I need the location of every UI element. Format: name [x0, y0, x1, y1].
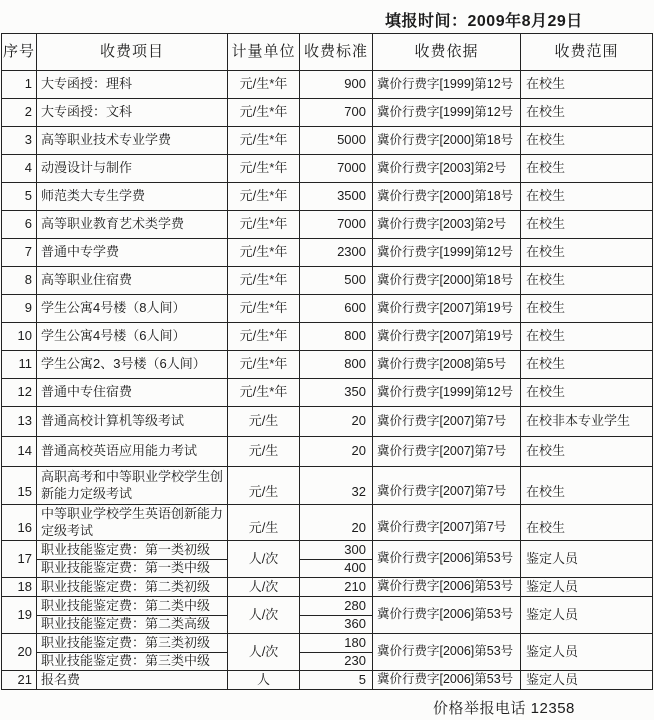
- table-row: [2, 239, 653, 267]
- fee-amount: 210: [300, 578, 373, 597]
- table-row: [2, 183, 653, 211]
- fee-item: 职业技能鉴定费：第一类初级: [37, 541, 227, 560]
- fee-item: 职业技能鉴定费：第一类中级: [41, 560, 211, 576]
- fee-table: [1, 33, 653, 690]
- fee-amount: 230: [344, 653, 366, 669]
- fee-item: 职业技能鉴定费：第三类初级: [37, 634, 227, 653]
- fee-amount: 800: [300, 351, 373, 379]
- fee-amount: 700: [300, 99, 373, 127]
- fee-unit: 元/生*年: [228, 211, 300, 239]
- fee-scope: 在校生: [521, 239, 653, 267]
- header-fee-scope: 收费范围: [521, 34, 653, 71]
- fee-item: 大专函授：文科: [37, 99, 228, 127]
- fee-basis: 冀价行费字[1999]第12号: [373, 239, 521, 267]
- fee-scope: 在校生: [521, 379, 653, 407]
- fee-scope: 鉴定人员: [521, 634, 653, 671]
- fee-scope: 在校生: [521, 437, 653, 467]
- fee-amount-group: [300, 634, 373, 671]
- table-row: [2, 437, 653, 467]
- fee-basis: 冀价行费字[2000]第18号: [373, 183, 521, 211]
- fee-basis: 冀价行费字[2007]第7号: [373, 437, 521, 467]
- fee-scope: 在校生: [521, 295, 653, 323]
- table-row: [2, 597, 653, 634]
- row-serial-no: 6: [2, 211, 37, 239]
- row-serial-no: 15: [2, 467, 37, 505]
- fee-scope: 在校生: [521, 155, 653, 183]
- fee-unit: 元/生: [228, 467, 300, 505]
- fee-basis: 冀价行费字[2007]第7号: [373, 407, 521, 437]
- fee-scope: 在校生: [521, 351, 653, 379]
- header-fee-basis: 收费依据: [373, 34, 521, 71]
- table-row: [2, 127, 653, 155]
- fee-amount: 500: [300, 267, 373, 295]
- table-header-row: [2, 34, 653, 71]
- fee-unit: 元/生*年: [228, 127, 300, 155]
- fee-unit: 元/生*年: [228, 239, 300, 267]
- fee-amount: 350: [300, 379, 373, 407]
- fee-item: 高等职业住宿费: [37, 267, 228, 295]
- fee-unit: 元/生: [228, 505, 300, 541]
- row-serial-no: 19: [2, 597, 37, 634]
- fee-unit: 元/生*年: [228, 155, 300, 183]
- table-row: [2, 541, 653, 578]
- row-serial-no: 7: [2, 239, 37, 267]
- table-row: [2, 155, 653, 183]
- table-row: [2, 407, 653, 437]
- row-serial-no: 9: [2, 295, 37, 323]
- fee-amount: 600: [300, 295, 373, 323]
- fee-item: 学生公寓2、3号楼（6人间）: [37, 351, 228, 379]
- fee-basis: 冀价行费字[2006]第53号: [373, 578, 521, 597]
- row-serial-no: 18: [2, 578, 37, 597]
- price-hotline-footer: 价格举报电话 12358: [433, 700, 575, 717]
- fee-amount: 32: [300, 467, 373, 505]
- header-unit: 计量单位: [228, 34, 300, 71]
- fee-amount-group: [300, 541, 373, 578]
- fee-basis: 冀价行费字[2007]第19号: [373, 295, 521, 323]
- fee-basis: 冀价行费字[2003]第2号: [373, 155, 521, 183]
- fee-scope: 在校生: [521, 211, 653, 239]
- row-serial-no: 21: [2, 671, 37, 690]
- header-fee-item: 收费项目: [37, 34, 228, 71]
- fee-item: 普通中专学费: [37, 239, 228, 267]
- fee-item: 学生公寓4号楼（8人间）: [37, 295, 228, 323]
- fee-item: 报名费: [37, 671, 228, 690]
- row-serial-no: 14: [2, 437, 37, 467]
- fee-amount: 7000: [300, 211, 373, 239]
- fee-scope: 在校非本专业学生: [521, 407, 653, 437]
- row-serial-no: 8: [2, 267, 37, 295]
- fee-item-group: [37, 597, 228, 634]
- table-row: [2, 71, 653, 99]
- fee-item: 学生公寓4号楼（6人间）: [37, 323, 228, 351]
- fee-basis: 冀价行费字[2007]第7号: [373, 467, 521, 505]
- fee-amount: 360: [344, 616, 366, 632]
- fee-basis: 冀价行费字[2007]第7号: [373, 505, 521, 541]
- fee-unit: 元/生: [228, 437, 300, 467]
- row-serial-no: 2: [2, 99, 37, 127]
- row-serial-no: 3: [2, 127, 37, 155]
- fee-basis: 冀价行费字[2006]第53号: [373, 634, 521, 671]
- fee-item: 职业技能鉴定费：第三类中级: [41, 653, 211, 669]
- table-row: [2, 634, 653, 671]
- table-row: [2, 379, 653, 407]
- fee-amount: 20: [300, 407, 373, 437]
- fee-unit: 人/次: [228, 578, 300, 597]
- row-serial-no: 12: [2, 379, 37, 407]
- fee-amount: 20: [300, 437, 373, 467]
- fee-basis: 冀价行费字[2000]第18号: [373, 267, 521, 295]
- table-row: [2, 505, 653, 541]
- row-serial-no: 20: [2, 634, 37, 671]
- report-date-title: 填报时间：2009年8月29日: [385, 13, 583, 30]
- fee-basis: 冀价行费字[2000]第18号: [373, 127, 521, 155]
- fee-unit: 元/生*年: [228, 183, 300, 211]
- header-fee-standard: 收费标准: [300, 34, 373, 71]
- fee-item: 职业技能鉴定费：第二类高级: [41, 616, 211, 632]
- fee-unit: 人/次: [228, 541, 300, 578]
- fee-unit: 人/次: [228, 634, 300, 671]
- fee-basis: 冀价行费字[2008]第5号: [373, 351, 521, 379]
- fee-basis: 冀价行费字[2006]第53号: [373, 541, 521, 578]
- fee-item: 中等职业学校学生英语创新能力定级考试: [37, 505, 228, 541]
- fee-scope: 在校生: [521, 323, 653, 351]
- row-serial-no: 13: [2, 407, 37, 437]
- fee-scope: 鉴定人员: [521, 671, 653, 690]
- fee-item: 动漫设计与制作: [37, 155, 228, 183]
- fee-unit: 人: [228, 671, 300, 690]
- fee-basis: 冀价行费字[1999]第12号: [373, 379, 521, 407]
- fee-scope: 在校生: [521, 267, 653, 295]
- fee-amount: 800: [300, 323, 373, 351]
- fee-amount: 900: [300, 71, 373, 99]
- table-row: [2, 467, 653, 505]
- table-body: [2, 71, 653, 690]
- fee-unit: 元/生: [228, 407, 300, 437]
- fee-basis: 冀价行费字[1999]第12号: [373, 99, 521, 127]
- fee-scope: 鉴定人员: [521, 578, 653, 597]
- fee-basis: 冀价行费字[2007]第19号: [373, 323, 521, 351]
- fee-scope: 在校生: [521, 467, 653, 505]
- row-serial-no: 16: [2, 505, 37, 541]
- fee-unit: 元/生*年: [228, 379, 300, 407]
- fee-item: 大专函授：理科: [37, 71, 228, 99]
- fee-scope: 鉴定人员: [521, 541, 653, 578]
- fee-amount: 5: [300, 671, 373, 690]
- fee-unit: 元/生*年: [228, 267, 300, 295]
- fee-amount: 300: [300, 541, 372, 560]
- fee-item: 师范类大专生学费: [37, 183, 228, 211]
- fee-item: 高等职业技术专业学费: [37, 127, 228, 155]
- fee-scope: 在校生: [521, 99, 653, 127]
- fee-amount: 400: [344, 560, 366, 576]
- fee-scope: 在校生: [521, 505, 653, 541]
- fee-amount: 2300: [300, 239, 373, 267]
- fee-item-group: [37, 634, 228, 671]
- fee-basis: 冀价行费字[1999]第12号: [373, 71, 521, 99]
- fee-unit: 元/生*年: [228, 71, 300, 99]
- table-row: [2, 211, 653, 239]
- row-serial-no: 17: [2, 541, 37, 578]
- table-row: [2, 671, 653, 690]
- fee-amount: 3500: [300, 183, 373, 211]
- fee-item: 高职高考和中等职业学校学生创新能力定级考试: [37, 467, 228, 505]
- fee-unit: 元/生*年: [228, 295, 300, 323]
- row-serial-no: 11: [2, 351, 37, 379]
- table-row: [2, 295, 653, 323]
- fee-amount-group: [300, 597, 373, 634]
- fee-amount: 7000: [300, 155, 373, 183]
- table-row: [2, 267, 653, 295]
- fee-item: 普通高校计算机等级考试: [37, 407, 228, 437]
- row-serial-no: 5: [2, 183, 37, 211]
- fee-basis: 冀价行费字[2003]第2号: [373, 211, 521, 239]
- row-serial-no: 4: [2, 155, 37, 183]
- fee-amount: 280: [300, 597, 372, 616]
- fee-item: 普通高校英语应用能力考试: [37, 437, 228, 467]
- fee-unit: 元/生*年: [228, 99, 300, 127]
- fee-scope: 鉴定人员: [521, 597, 653, 634]
- table-row: [2, 99, 653, 127]
- fee-scope: 在校生: [521, 183, 653, 211]
- fee-basis: 冀价行费字[2006]第53号: [373, 597, 521, 634]
- fee-unit: 元/生*年: [228, 351, 300, 379]
- fee-unit: 人/次: [228, 597, 300, 634]
- header-serial-no: 序号: [2, 34, 37, 71]
- fee-amount: 5000: [300, 127, 373, 155]
- row-serial-no: 10: [2, 323, 37, 351]
- fee-item: 职业技能鉴定费：第二类初级: [37, 578, 228, 597]
- table-row: [2, 351, 653, 379]
- fee-amount: 20: [300, 505, 373, 541]
- fee-scope: 在校生: [521, 71, 653, 99]
- table-row: [2, 578, 653, 597]
- fee-item-group: [37, 541, 228, 578]
- fee-amount: 180: [300, 634, 372, 653]
- fee-unit: 元/生*年: [228, 323, 300, 351]
- fee-item: 高等职业教育艺术类学费: [37, 211, 228, 239]
- fee-item: 职业技能鉴定费：第二类中级: [37, 597, 227, 616]
- table-row: [2, 323, 653, 351]
- fee-basis: 冀价行费字[2006]第53号: [373, 671, 521, 690]
- fee-scope: 在校生: [521, 127, 653, 155]
- fee-item: 普通中专住宿费: [37, 379, 228, 407]
- row-serial-no: 1: [2, 71, 37, 99]
